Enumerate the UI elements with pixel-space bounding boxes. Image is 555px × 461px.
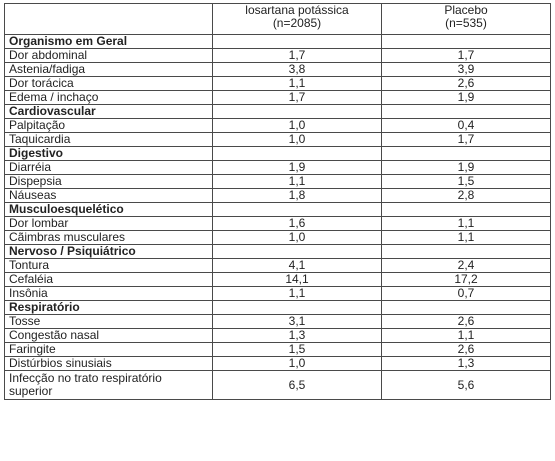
event-label: Insônia bbox=[5, 287, 213, 301]
event-label: Distúrbios sinusiais bbox=[5, 357, 213, 371]
header-placebo-n: (n=535) bbox=[445, 16, 487, 30]
losartana-value: 1,7 bbox=[213, 49, 382, 63]
losartana-value: 1,3 bbox=[213, 329, 382, 343]
table-row bbox=[5, 175, 551, 189]
group-name: Musculoesquelético bbox=[5, 203, 213, 217]
adverse-events-table-container bbox=[4, 3, 550, 400]
placebo-value: 1,1 bbox=[382, 329, 551, 343]
header-losartana-name: losartana potássica bbox=[245, 3, 349, 17]
group-header-row bbox=[5, 245, 551, 259]
event-label: Congestão nasal bbox=[5, 329, 213, 343]
table-row bbox=[5, 273, 551, 287]
losartana-value: 6,5 bbox=[213, 371, 382, 400]
group-empty-cell bbox=[382, 245, 551, 259]
group-empty-cell bbox=[213, 147, 382, 161]
event-label: Dor lombar bbox=[5, 217, 213, 231]
event-label: Dispepsia bbox=[5, 175, 213, 189]
header-cell-losartana bbox=[213, 4, 382, 35]
placebo-value: 1,1 bbox=[382, 217, 551, 231]
adverse-events-table bbox=[4, 3, 551, 400]
placebo-value: 2,6 bbox=[382, 343, 551, 357]
event-label: Diarréia bbox=[5, 161, 213, 175]
table-row bbox=[5, 287, 551, 301]
event-label: Edema / inchaço bbox=[5, 91, 213, 105]
placebo-value: 1,1 bbox=[382, 231, 551, 245]
table-row bbox=[5, 63, 551, 77]
header-placebo-name: Placebo bbox=[444, 3, 488, 17]
group-empty-cell bbox=[213, 245, 382, 259]
event-label: Tosse bbox=[5, 315, 213, 329]
group-name: Nervoso / Psiquiátrico bbox=[5, 245, 213, 259]
losartana-value: 1,7 bbox=[213, 91, 382, 105]
losartana-value: 3,1 bbox=[213, 315, 382, 329]
table-row bbox=[5, 217, 551, 231]
group-empty-cell bbox=[213, 301, 382, 315]
table-row bbox=[5, 315, 551, 329]
group-empty-cell bbox=[213, 105, 382, 119]
table-row bbox=[5, 77, 551, 91]
losartana-value: 1,0 bbox=[213, 231, 382, 245]
losartana-value: 3,8 bbox=[213, 63, 382, 77]
group-empty-cell bbox=[382, 35, 551, 49]
header-cell-category bbox=[5, 4, 213, 35]
table-row bbox=[5, 343, 551, 357]
placebo-value: 1,7 bbox=[382, 133, 551, 147]
table-header-row bbox=[5, 4, 551, 35]
placebo-value: 3,9 bbox=[382, 63, 551, 77]
group-empty-cell bbox=[382, 147, 551, 161]
losartana-value: 1,9 bbox=[213, 161, 382, 175]
losartana-value: 1,1 bbox=[213, 77, 382, 91]
group-name: Cardiovascular bbox=[5, 105, 213, 119]
event-label: Dor abdominal bbox=[5, 49, 213, 63]
placebo-value: 2,4 bbox=[382, 259, 551, 273]
table-row bbox=[5, 231, 551, 245]
group-empty-cell bbox=[382, 301, 551, 315]
event-label: Náuseas bbox=[5, 189, 213, 203]
group-name: Digestivo bbox=[5, 147, 213, 161]
placebo-value: 1,7 bbox=[382, 49, 551, 63]
event-label: Tontura bbox=[5, 259, 213, 273]
group-header-row bbox=[5, 301, 551, 315]
table-row bbox=[5, 259, 551, 273]
placebo-value: 1,9 bbox=[382, 161, 551, 175]
group-empty-cell bbox=[213, 35, 382, 49]
placebo-value: 0,7 bbox=[382, 287, 551, 301]
placebo-value: 2,6 bbox=[382, 315, 551, 329]
losartana-value: 4,1 bbox=[213, 259, 382, 273]
group-name: Organismo em Geral bbox=[5, 35, 213, 49]
group-empty-cell bbox=[213, 203, 382, 217]
losartana-value: 14,1 bbox=[213, 273, 382, 287]
header-losartana-n: (n=2085) bbox=[272, 16, 322, 30]
event-label: Taquicardia bbox=[5, 133, 213, 147]
placebo-value: 5,6 bbox=[382, 371, 551, 400]
event-label: Infecção no trato respiratório superior bbox=[5, 371, 213, 400]
table-row bbox=[5, 91, 551, 105]
event-label: Palpitação bbox=[5, 119, 213, 133]
table-row bbox=[5, 161, 551, 175]
table-row bbox=[5, 189, 551, 203]
table-body bbox=[5, 4, 551, 400]
table-row bbox=[5, 49, 551, 63]
group-name: Respiratório bbox=[5, 301, 213, 315]
placebo-value: 17,2 bbox=[382, 273, 551, 287]
placebo-value: 1,9 bbox=[382, 91, 551, 105]
group-header-row bbox=[5, 147, 551, 161]
placebo-value: 2,6 bbox=[382, 77, 551, 91]
header-cell-placebo bbox=[382, 4, 551, 35]
losartana-value: 1,8 bbox=[213, 189, 382, 203]
losartana-value: 1,0 bbox=[213, 357, 382, 371]
table-row bbox=[5, 371, 551, 400]
losartana-value: 1,1 bbox=[213, 287, 382, 301]
event-label: Cefaléia bbox=[5, 273, 213, 287]
placebo-value: 0,4 bbox=[382, 119, 551, 133]
table-row bbox=[5, 329, 551, 343]
group-header-row bbox=[5, 105, 551, 119]
group-empty-cell bbox=[382, 203, 551, 217]
table-row bbox=[5, 357, 551, 371]
losartana-value: 1,6 bbox=[213, 217, 382, 231]
event-label: Cãimbras musculares bbox=[5, 231, 213, 245]
placebo-value: 1,5 bbox=[382, 175, 551, 189]
losartana-value: 1,1 bbox=[213, 175, 382, 189]
event-label: Faringite bbox=[5, 343, 213, 357]
group-empty-cell bbox=[382, 105, 551, 119]
table-row bbox=[5, 133, 551, 147]
group-header-row bbox=[5, 203, 551, 217]
placebo-value: 1,3 bbox=[382, 357, 551, 371]
event-label: Astenia/fadiga bbox=[5, 63, 213, 77]
losartana-value: 1,0 bbox=[213, 133, 382, 147]
losartana-value: 1,5 bbox=[213, 343, 382, 357]
table-row bbox=[5, 119, 551, 133]
placebo-value: 2,8 bbox=[382, 189, 551, 203]
losartana-value: 1,0 bbox=[213, 119, 382, 133]
group-header-row bbox=[5, 35, 551, 49]
event-label: Dor torácica bbox=[5, 77, 213, 91]
